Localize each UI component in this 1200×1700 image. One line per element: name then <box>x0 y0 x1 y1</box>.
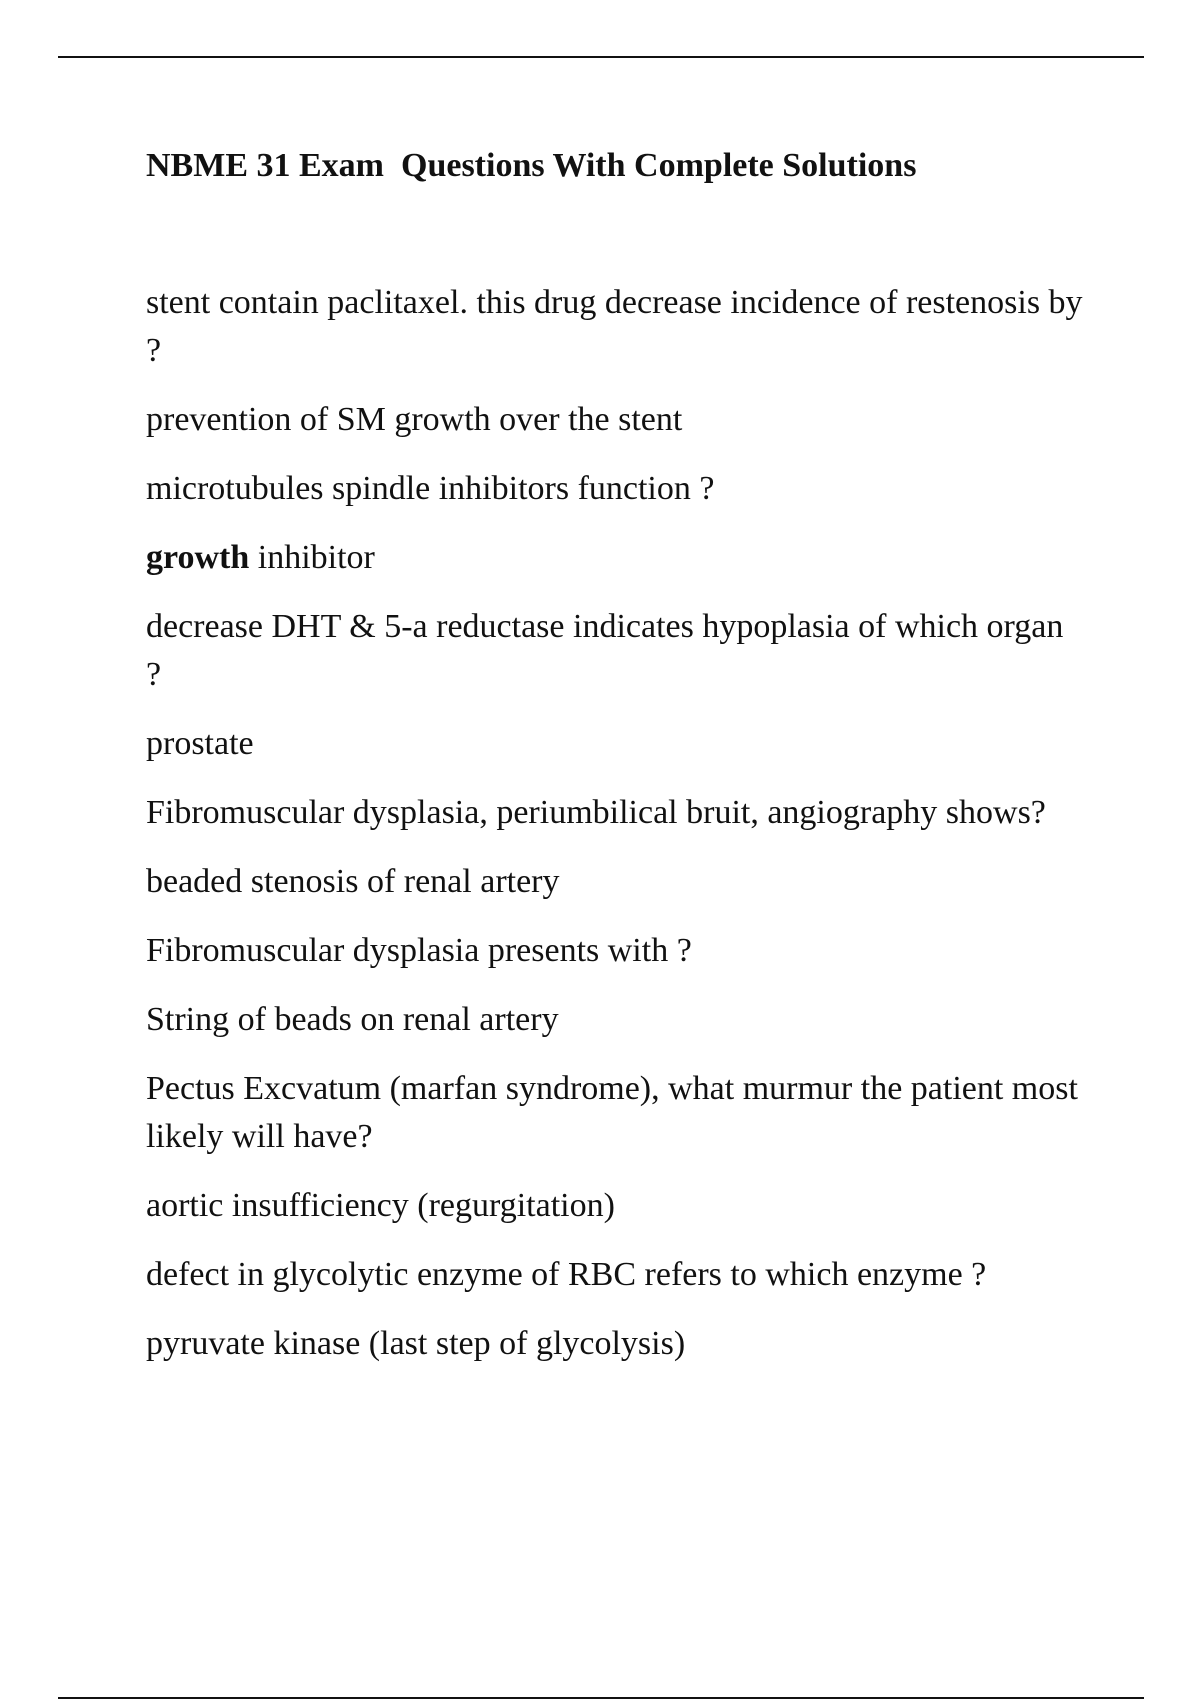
line-text: Fibromuscular dysplasia, periumbilical bruit, angiography shows? <box>146 794 1046 831</box>
line-text: microtubules spindle inhibitors function ? <box>146 470 715 507</box>
line-text: decrease DHT & 5-a reductase indicates hypoplasia of which organ ? <box>146 608 1064 693</box>
bold-term: growth <box>146 539 250 576</box>
answer-line <box>146 996 1086 1044</box>
line-text: Pectus Excvatum (marfan syndrome), what murmur the patient most likely will have? <box>146 1070 1078 1155</box>
line-text: stent contain paclitaxel. this drug decrease incidence of restenosis by ? <box>146 284 1083 369</box>
line-text: aortic insufficiency (regurgitation) <box>146 1187 615 1224</box>
question-line <box>146 1251 1086 1299</box>
answer-line <box>146 1320 1086 1368</box>
question-line <box>146 603 1086 699</box>
line-text: defect in glycolytic enzyme of RBC refers to which enzyme ? <box>146 1256 987 1293</box>
page-title: NBME 31 Exam Questions With Complete Solutions <box>146 147 917 184</box>
line-text: inhibitor <box>249 539 375 576</box>
question-line <box>146 927 1086 975</box>
answer-line <box>146 1182 1086 1230</box>
line-text: Fibromuscular dysplasia presents with ? <box>146 932 692 969</box>
line-text: prevention of SM growth over the stent <box>146 401 683 438</box>
question-line <box>146 789 1086 837</box>
answer-line <box>146 858 1086 906</box>
question-line <box>146 1065 1086 1161</box>
answer-line <box>146 534 1086 582</box>
question-line <box>146 465 1086 513</box>
qa-list <box>146 279 1086 1389</box>
bottom-rule <box>58 1697 1144 1699</box>
line-text: prostate <box>146 725 254 762</box>
answer-line <box>146 396 1086 444</box>
line-text: pyruvate kinase (last step of glycolysis) <box>146 1325 686 1362</box>
answer-line <box>146 720 1086 768</box>
line-text: String of beads on renal artery <box>146 1001 559 1038</box>
top-rule <box>58 56 1144 58</box>
question-line <box>146 279 1086 375</box>
line-text: beaded stenosis of renal artery <box>146 863 560 900</box>
